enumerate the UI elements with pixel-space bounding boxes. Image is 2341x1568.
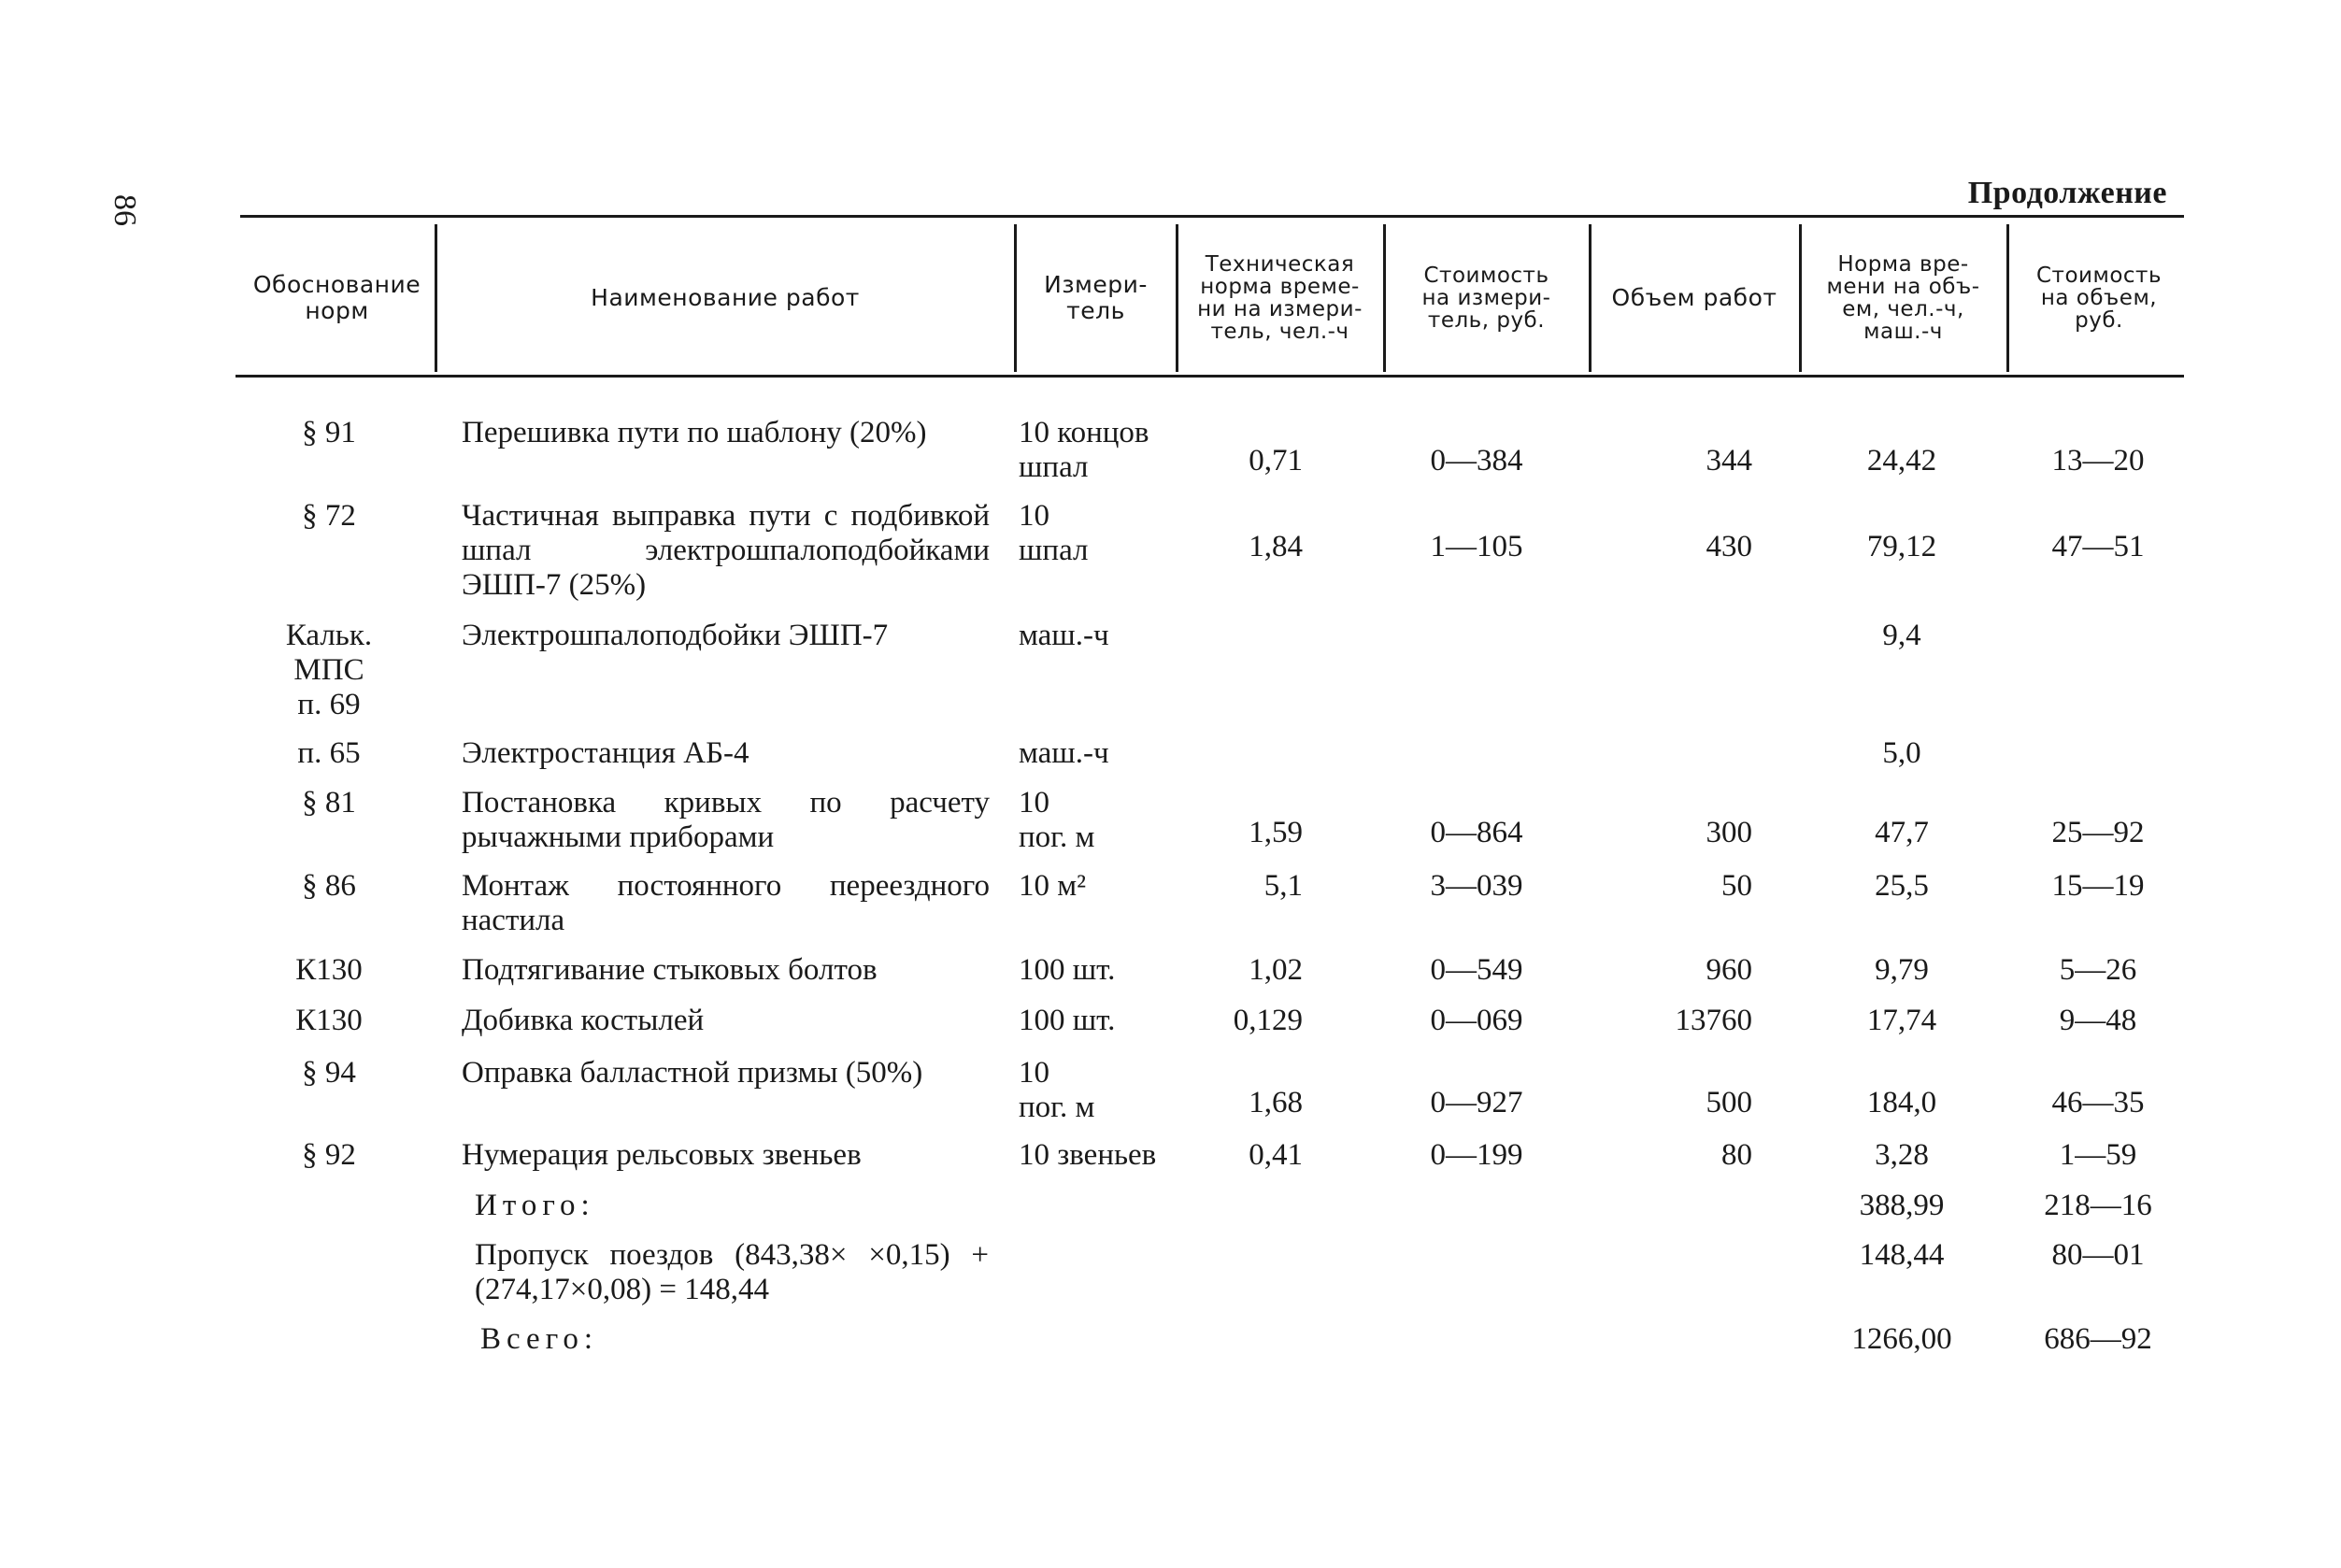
tech-norm-cell: 1,59: [1249, 816, 1303, 849]
volume-cell: 80: [1721, 1138, 1752, 1172]
subtotal-norm: 388,99: [1859, 1189, 1945, 1222]
continuation-label: Продолжение: [1967, 176, 2167, 210]
tech-norm-cell: 5,1: [1263, 869, 1303, 903]
unit-cost-cell: 0—069: [1430, 1004, 1523, 1037]
column-divider: [1176, 224, 1178, 372]
basis-cell: § 81: [302, 786, 356, 820]
unit-cell: 10 м²: [1019, 869, 1087, 903]
unit-cost-cell: 3—039: [1430, 869, 1523, 903]
header-unit: Измери- тель: [1044, 271, 1148, 324]
unit-cell: 10 пог. м: [1019, 1056, 1095, 1124]
tech-norm-cell: 1,84: [1249, 530, 1303, 563]
unit-cell: 10 концов шпал: [1019, 416, 1149, 484]
header-basis: Обоснование норм: [252, 271, 421, 324]
unit-cell: 10 шпал: [1019, 499, 1089, 567]
tech-norm-cell: 1,68: [1249, 1086, 1303, 1119]
cost-volume-cell: 5—26: [2059, 953, 2137, 987]
work-name-cell: Электростанция АБ-4: [462, 736, 749, 770]
column-divider: [1014, 224, 1017, 372]
unit-cost-cell: 0—549: [1430, 953, 1523, 987]
unit-cost-cell: 0—199: [1430, 1138, 1523, 1172]
basis-cell: К130: [295, 1004, 363, 1037]
norm-volume-cell: 79,12: [1866, 530, 1937, 563]
basis-cell: п. 65: [297, 736, 361, 770]
work-name-cell: Частичная выправка пути с подбивкой шпал электрошпалоподбойками ЭШП-7 (25%): [462, 499, 990, 602]
grand-total-label: Всего:: [480, 1322, 599, 1356]
norm-volume-cell: 17,74: [1866, 1004, 1937, 1037]
norm-volume-cell: 25,5: [1875, 869, 1929, 903]
basis-cell: Кальк. МПС п. 69: [285, 619, 373, 721]
tech-norm-cell: 0,129: [1233, 1004, 1303, 1037]
cost-volume-cell: 25—92: [2051, 816, 2145, 849]
volume-cell: 50: [1721, 869, 1752, 903]
tech-norm-cell: 0,41: [1249, 1138, 1303, 1172]
work-name-cell: Добивка костылей: [462, 1004, 705, 1037]
norm-volume-cell: 24,42: [1866, 444, 1937, 478]
grand-total-cost: 686—92: [2044, 1322, 2152, 1356]
column-divider: [1383, 224, 1386, 372]
norm-volume-cell: 5,0: [1882, 736, 1921, 770]
cost-volume-cell: 13—20: [2051, 444, 2145, 478]
unit-cell: 10 пог. м: [1019, 786, 1095, 854]
tech-norm-cell: 1,02: [1249, 953, 1303, 987]
work-name-cell: Подтягивание стыковых болтов: [462, 953, 878, 987]
norm-volume-cell: 184,0: [1866, 1086, 1937, 1119]
basis-cell: § 86: [302, 869, 356, 903]
work-name-cell: Электрошпалоподбойки ЭШП-7: [462, 619, 889, 652]
cost-volume-cell: 9—48: [2059, 1004, 2137, 1037]
unit-cell: 100 шт.: [1019, 1004, 1116, 1037]
volume-cell: 300: [1706, 816, 1752, 849]
grand-total-norm: 1266,00: [1851, 1322, 1952, 1356]
header-tech-norm: Техническая норма време- ни на измери- тель, чел.-ч: [1197, 251, 1363, 345]
subtotal-label: Итого:: [475, 1189, 595, 1222]
cost-volume-cell: 46—35: [2051, 1086, 2145, 1119]
volume-cell: 500: [1706, 1086, 1752, 1119]
unit-cost-cell: 1—105: [1430, 530, 1523, 563]
header-bottom-rule: [236, 375, 2184, 378]
unit-cost-cell: 0—864: [1430, 816, 1523, 849]
train-passage-label: Пропуск поездов (843,38× ×0,15) + (274,17×0,08) = 148,44: [475, 1238, 989, 1306]
subtotal-cost: 218—16: [2044, 1189, 2152, 1222]
work-name-cell: Оправка балластной призмы (50%): [462, 1056, 923, 1090]
column-divider: [1589, 224, 1592, 372]
header-unit-cost: Стоимость на измери- тель, руб.: [1421, 263, 1551, 334]
header-work-name: Наименование работ: [591, 284, 860, 311]
volume-cell: 344: [1706, 444, 1752, 478]
work-name-cell: Постановка кривых по расчету рычажными приборами: [462, 786, 990, 854]
unit-cost-cell: 0—927: [1430, 1086, 1523, 1119]
table-top-rule: [240, 215, 2184, 218]
header-norm-volume: Норма вре- мени на объ- ем, чел.-ч, маш.-ч: [1826, 251, 1980, 345]
norm-volume-cell: 9,4: [1882, 619, 1921, 652]
unit-cost-cell: 0—384: [1430, 444, 1523, 478]
basis-cell: § 91: [302, 416, 356, 449]
column-divider: [435, 224, 437, 372]
header-volume: Объем работ: [1611, 284, 1777, 311]
cost-volume-cell: 1—59: [2059, 1138, 2137, 1172]
train-passage-cost: 80—01: [2051, 1238, 2145, 1272]
tech-norm-cell: 0,71: [1249, 444, 1303, 478]
basis-cell: § 72: [302, 499, 356, 533]
work-name-cell: Перешивка пути по шаблону (20%): [462, 416, 927, 449]
volume-cell: 960: [1706, 953, 1752, 987]
basis-cell: § 94: [302, 1056, 356, 1090]
work-name-cell: Нумерация рельсовых звеньев: [462, 1138, 862, 1172]
cost-volume-cell: 15—19: [2051, 869, 2145, 903]
norm-volume-cell: 3,28: [1875, 1138, 1929, 1172]
cost-volume-cell: 47—51: [2051, 530, 2145, 563]
unit-cell: 10 звеньев: [1019, 1138, 1157, 1172]
basis-cell: § 92: [302, 1138, 356, 1172]
header-cost-volume: Стоимость на объем, руб.: [2036, 263, 2162, 334]
volume-cell: 430: [1706, 530, 1752, 563]
unit-cell: маш.-ч: [1019, 736, 1109, 770]
unit-cell: маш.-ч: [1019, 619, 1109, 652]
work-name-cell: Монтаж постоянного переездного настила: [462, 869, 990, 937]
unit-cell: 100 шт.: [1019, 953, 1116, 987]
train-passage-norm: 148,44: [1859, 1238, 1945, 1272]
page-number: 86: [107, 194, 142, 226]
basis-cell: К130: [295, 953, 363, 987]
column-divider: [2006, 224, 2009, 372]
norm-volume-cell: 9,79: [1875, 953, 1929, 987]
volume-cell: 13760: [1675, 1004, 1752, 1037]
column-divider: [1799, 224, 1802, 372]
norm-volume-cell: 47,7: [1875, 816, 1929, 849]
